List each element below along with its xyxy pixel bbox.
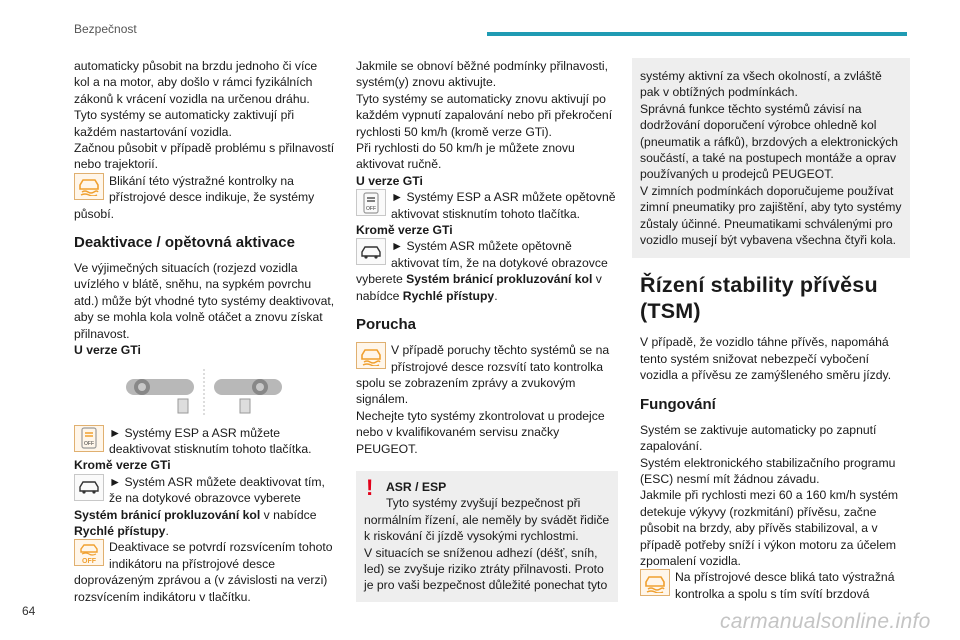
column-3 xyxy=(640,58,902,602)
dashboard-buttons-illustration xyxy=(74,365,336,421)
heading-fault: Porucha xyxy=(356,316,417,334)
esp-off-button-icon xyxy=(356,189,386,216)
esp-warning-icon xyxy=(74,173,104,200)
asr-touchscreen-icon xyxy=(356,238,386,265)
svg-text:OFF: OFF xyxy=(366,205,376,212)
paragraph: ► Systémy ESP a ASR můžete opětovně aktivovat stisknutím tohoto tlačítka. xyxy=(391,190,616,221)
paragraph: Systém elektronického stabilizačního programu (ESC) nesmí mít žádnou závadu. xyxy=(640,455,896,486)
esp-off-indicator-icon xyxy=(74,539,104,566)
paragraph: Nechejte tyto systémy zkontrolovat u prodejce nebo v kvalifikovaném servisu značky PEUGEOT. xyxy=(356,408,605,456)
paragraph: Systém se zaktivuje automaticky po zapnutí zapalování. xyxy=(640,422,877,454)
paragraph: Jakmile při rychlosti mezi 60 a 160 km/h systém detekuje výkyvy (rozkmitání) přívěsu, začne působit na brzdy, aby přívěs stabilizoval, a v případě potřeby sníží i výkon motoru za účelem zpomalení vozidla. xyxy=(640,488,899,568)
paragraph: automaticky působit na brzdu jednoho či více kol a na motor, aby došlo v rámci fyzikálních zákonů k vrácení vozidla na určenou dráhu. xyxy=(74,59,318,106)
asr-touchscreen-icon xyxy=(74,474,104,501)
paragraph: Správná funkce těchto systémů závisí na dodržování doporučení výrobce ohledně kol (pneumatik a ráfků), brzdových a elektronických součástí, a také na postupech montáže a oprav používaných u prodejců PEUGEOT. xyxy=(640,101,899,182)
heading-tsm: Řízení stability přívěsu (TSM) xyxy=(640,273,878,324)
paragraph: ► Systém ASR můžete opětovně aktivovat tím, že na dotykové obrazovce vyberete Systém bránicí prokluzování kol v nabídce Rychlé přístupy. xyxy=(356,239,608,303)
warning-text: Tyto systémy zvyšují bezpečnost při xyxy=(386,496,581,511)
column-2 xyxy=(356,58,618,602)
paragraph: V případě poruchy těchto systémů se na přístrojové desce rozsvítí tato kontrolka spolu se zobrazením zprávy a zvukovým signálem. xyxy=(356,343,610,407)
paragraph: ► Systém ASR můžete deaktivovat tím, že na dotykové obrazovce vyberete Systém bránicí prokluzování kol v nabídce Rychlé přístupy. xyxy=(74,474,325,538)
paragraph: Blikání této výstražné kontrolky na přístrojové desce indikuje, že systémy působí. xyxy=(74,173,315,221)
warning-box xyxy=(356,471,618,602)
heading-operation: Fungování xyxy=(640,395,716,413)
esp-warning-icon xyxy=(640,569,670,596)
paragraph: Začnou působit v případě problému s přilnavostí nebo trajektorií. xyxy=(74,141,335,172)
page-number: 64 xyxy=(22,604,36,618)
version-label: Kromě verze GTi xyxy=(356,223,453,238)
paragraph: Ve výjimečných situacích (rozjezd vozidla uvízlého v blátě, sněhu, na sypkém povrchu atd.) může být vhodné tyto systémy deaktivovat, aby se mohla kola volně otáčet a znovu získat přilnavost. xyxy=(74,261,335,341)
version-label: U verze GTi xyxy=(74,343,141,358)
warning-title: ASR / ESP xyxy=(386,479,447,494)
watermark: carmanualsonline.info xyxy=(720,610,931,633)
warning-text: V situacích se sníženou adhezí (déšť, sníh, led) se zvyšuje riziko ztráty přilnavosti. Proto je pro vaši bezpečnost důležité ponechat tyto xyxy=(364,545,608,593)
paragraph: V zimních podmínkách doporučujeme používat zimní pneumatiky pro zajištění, aby tyto systémy zůstaly účinné. Pneumatikami schválenými pro vozidlo musejí být vybavena všechna čtyři kola. xyxy=(640,183,902,248)
paragraph: Při rychlosti do 50 km/h je můžete znovu aktivovat ručně. xyxy=(356,141,575,172)
paragraph: Tyto systémy se automaticky zaktivují při každém nastartování vozidla. xyxy=(74,108,295,139)
version-label: U verze GTi xyxy=(356,173,423,188)
svg-text:OFF: OFF xyxy=(82,557,96,565)
warning-text: normálním řízení, ale neměly by svádět řidiče k riskování či jízdě vysokými rychlostmi. xyxy=(364,512,610,544)
paragraph: Jakmile se obnoví běžné podmínky přilnavosti, systém(y) znovu aktivujte. xyxy=(356,59,609,90)
header-accent-bar xyxy=(487,32,907,36)
section-title: Bezpečnost xyxy=(74,22,137,36)
svg-text:OFF: OFF xyxy=(84,441,94,447)
esp-warning-icon xyxy=(356,342,386,369)
warning-exclamation-icon: ! xyxy=(366,474,374,500)
warning-box-continued xyxy=(632,58,910,258)
heading-deactivation: Deaktivace / opětovná aktivace xyxy=(74,234,295,252)
version-label: Kromě verze GTi xyxy=(74,458,171,473)
paragraph: Na přístrojové desce bliká tato výstražná kontrolka a spolu s tím svítí brzdová xyxy=(675,570,895,601)
paragraph: V případě, že vozidlo táhne přívěs, napomáhá tento systém snižovat nebezpečí vybočení vozidla a přívěsu ze zamýšleného směru jízdy. xyxy=(640,335,892,383)
esp-off-button-icon xyxy=(74,425,104,452)
column-1 xyxy=(74,58,336,605)
paragraph: Tyto systémy se automaticky znovu aktivují po každém vypnutí zapalování nebo při překročení rychlosti 50 km/h (kromě verze GTi). xyxy=(356,91,613,139)
paragraph: Deaktivace se potvrdí rozsvícením tohoto indikátoru na přístrojové desce doprovázeným zprávou a (v závislosti na verzi) rozsvícením indikátoru v tlačítku. xyxy=(74,540,333,604)
paragraph: ► Systémy ESP a ASR můžete deaktivovat stisknutím tohoto tlačítka. xyxy=(109,425,312,456)
paragraph: systémy aktivní za všech okolností, a zvláště pak v obtížných podmínkách. xyxy=(640,69,882,100)
